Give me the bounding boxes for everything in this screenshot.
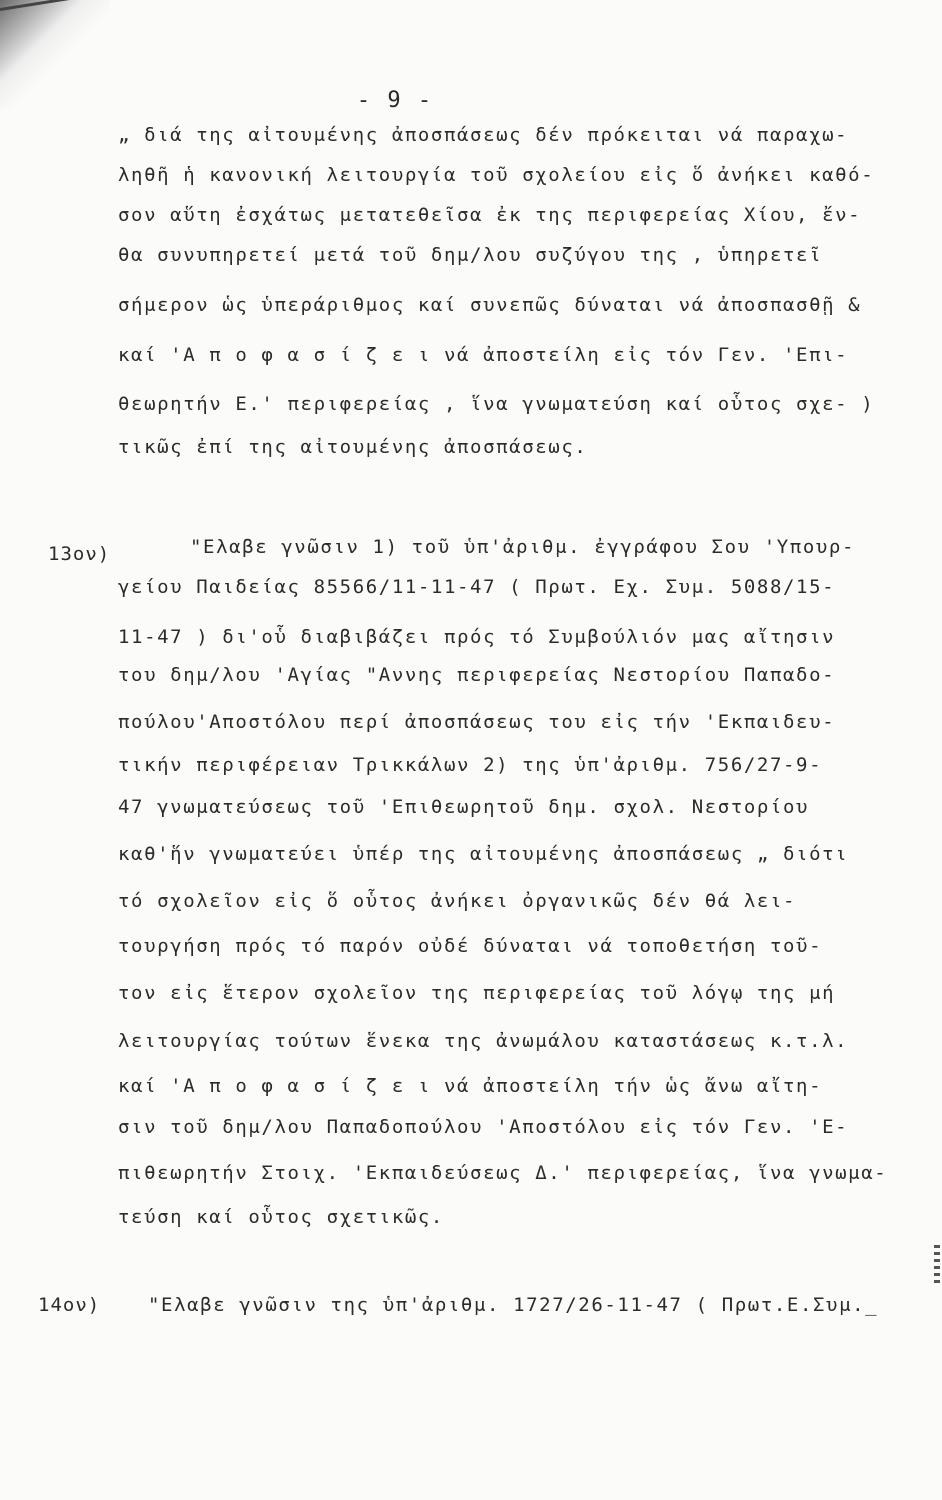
text-line: σήμερον ὡς ὑπεράριθμος καί συνεπῶς δύναται νά ἀποσπασθῇ & — [118, 294, 862, 316]
text-line: καθ'ἥν γνωματεύει ὑπέρ της αἰτουμένης ἀποσπάσεως „ διότι — [118, 843, 849, 865]
page-number: - 9 - — [356, 88, 434, 113]
text-line: ληθῆ ἡ κανονική λειτουργία τοῦ σχολείου εἰς ὅ ἀνήκει καθό- — [118, 164, 875, 186]
scan-corner-shadow — [0, 0, 110, 110]
text-line: τικήν περιφέρειαν Τρικκάλων 2) της ὑπ'ἀριθμ. 756/27-9- — [118, 754, 823, 776]
text-line: „ διά της αἰτουμένης ἀποσπάσεως δέν πρόκειται νά παραχω- — [118, 124, 849, 146]
text-line: "Ελαβε γνῶσιν 1) τοῦ ὑπ'ἀριθμ. ἐγγράφου Σου 'Υπουρ- — [190, 536, 855, 558]
text-line: λειτουργίας τούτων ἕνεκα της ἀνωμάλου καταστάσεως κ.τ.λ. — [118, 1030, 849, 1052]
text-line: του δημ/λου 'Αγίας "Αννης περιφερείας Νεστορίου Παπαδο- — [118, 664, 836, 686]
text-line: γείου Παιδείας 85566/11-11-47 ( Πρωτ. Εχ. Συμ. 5088/15- — [118, 576, 836, 598]
text-line: καί 'Α π ο φ α σ ί ζ ε ι νά ἀποστείλη τήν ὡς ἄνω αἴτη- — [118, 1075, 823, 1097]
text-line: πούλου'Αποστόλου περί ἀποσπάσεως του εἰς τήν 'Εκπαιδευ- — [118, 711, 836, 733]
text-line: τουργήση πρός τό παρόν οὐδέ δύναται νά τοποθετήση τοῦ- — [118, 935, 823, 957]
text-line: σον αὕτη ἐσχάτως μετατεθεῖσα ἐκ της περιφερείας Χίου, ἔν- — [118, 204, 862, 226]
text-line: πιθεωρητήν Στοιχ. 'Εκπαιδεύσεως Δ.' περιφερείας, ἵνα γνωμα- — [118, 1162, 888, 1184]
text-line: θα συνυπηρετεί μετά τοῦ δημ/λου συζύγου της , ὑπηρετεῖ — [118, 244, 823, 266]
text-line: καί 'Α π ο φ α σ ί ζ ε ι νά ἀποστείλη εἰς τόν Γεν. 'Επι- — [118, 344, 849, 366]
text-line: τον εἰς ἕτερον σχολεῖον της περιφερείας τοῦ λόγῳ της μή — [118, 982, 836, 1004]
text-line: τεύση καί οὗτος σχετικῶς. — [118, 1206, 444, 1228]
text-line: "Ελαβε γνῶσιν της ὑπ'ἀριθμ. 1727/26-11-47 ( Πρωτ.Ε.Συμ._ — [148, 1294, 879, 1316]
text-line: σιν τοῦ δημ/λου Παπαδοπούλου 'Αποστόλου εἰς τόν Γεν. 'Ε- — [118, 1116, 849, 1138]
text-line: 47 γνωματεύσεως τοῦ 'Επιθεωρητοῦ δημ. σχολ. Νεστορίου — [118, 796, 810, 818]
text-line: θεωρητήν Ε.' περιφερείας , ἵνα γνωματεύση καί οὗτος σχε- ) — [118, 393, 875, 415]
text-line: τικῶς ἐπί της αἰτουμένης ἀποσπάσεως. — [118, 436, 588, 458]
text-line: 11-47 ) δι'οὗ διαβιβάζει πρός τό Συμβούλιόν μας αἴτησιν — [118, 626, 836, 648]
text-line: τό σχολεῖον εἰς ὅ οὗτος ἀνήκει ὀργανικῶς δέν θά λει- — [118, 890, 797, 912]
scan-edge-marks — [934, 1245, 940, 1285]
item-number-label: 13ον) — [48, 543, 111, 565]
item-number-label: 14ον) — [38, 1294, 101, 1316]
